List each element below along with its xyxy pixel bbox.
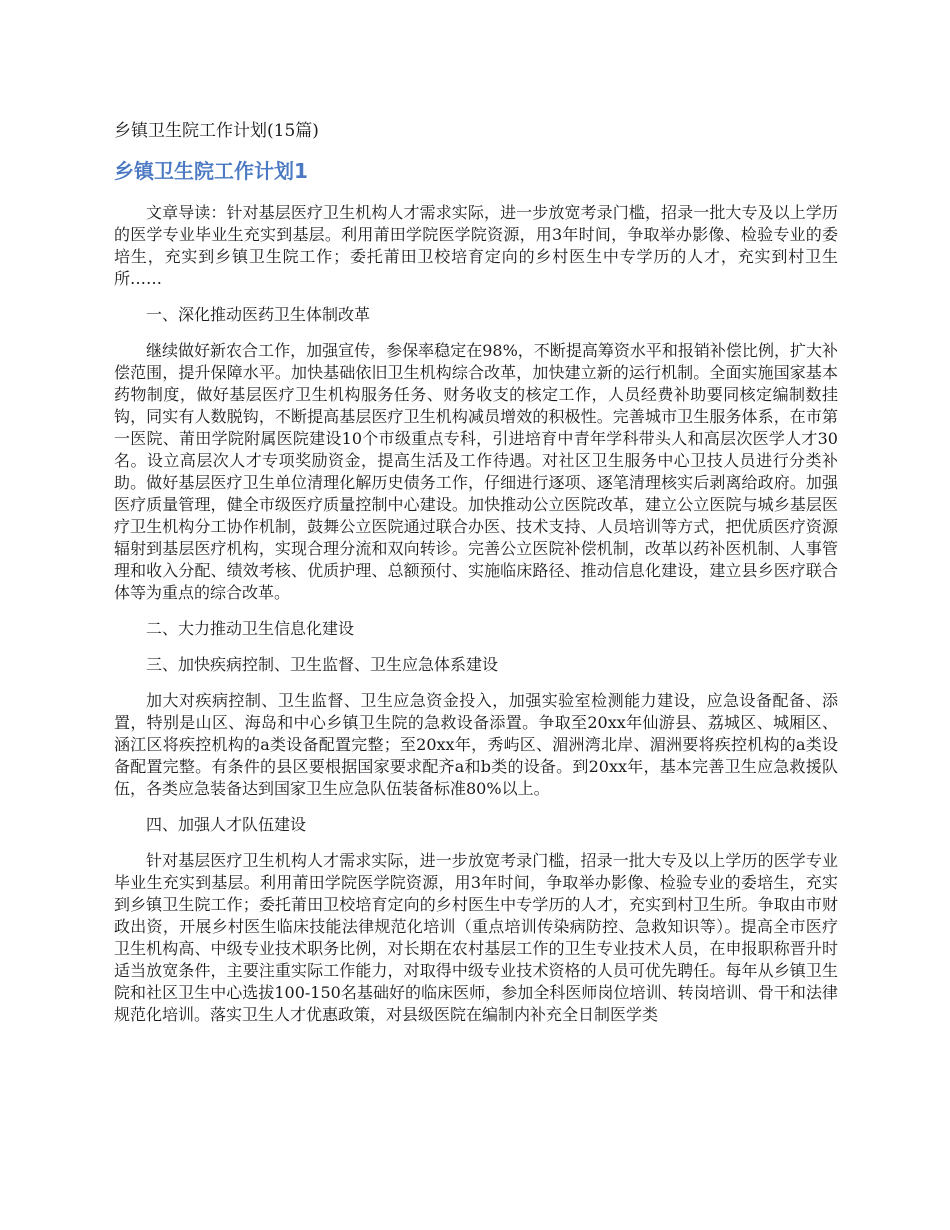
subheading-3: 三、加快疾病控制、卫生监督、卫生应急体系建设 [146, 655, 499, 674]
paragraph-3: 加大对疾病控制、卫生监督、卫生应急资金投入，加强实验室检测能力建设，应急设备配备、添置，特别是山区、海岛和中心乡镇卫生院的急救设备添置。争取至20xx年仙游县、荔城区、城厢区、涵江区将疾控机构的a类设备配置完整；至20xx年，秀屿区、湄洲湾北岸、湄洲要将疾控机构的a类设备配置完整。有条件的县区要根据国家要求配齐a和b类的设备。到20xx年，基本完善卫生应急救援队伍，各类应急装备达到国家卫生应急队伍装备标准80%以上。 [114, 691, 838, 798]
subheading-2: 二、大力推动卫生信息化建设 [146, 619, 355, 638]
document-page [114, 118, 838, 1040]
paragraph-1: 继续做好新农合工作，加强宣传，参保率稳定在98%，不断提高筹资水平和报销补偿比例，扩大补偿范围，提升保障水平。加快基础依旧卫生机构综合改革，加快建立新的运行机制。全面实施国家基本药物制度，做好基层医疗卫生机构服务任务、财务收支的核定工作，人员经费补助要同核定编制数挂钩，同实有人数脱钩，不断提高基层医疗卫生机构减员增效的积极性。完善城市卫生服务体系，在市第一医院、莆田学院附属医院建设10个市级重点专科，引进培育中青年学科带头人和高层次医学人才30名。设立高层次人才专项奖励资金，提高生活及工作待遇。对社区卫生服务中心卫技人员进行分类补助。做好基层医疗卫生单位清理化解历史债务工作，仔细进行逐项、逐笔清理核实后剥离给政府。加强医疗质量管理，健全市级医疗质量控制中心建设。加快推动公立医院改革，建立公立医院与城乡基层医疗卫生机构分工协作机制，鼓舞公立医院通过联合办医、技术支持、人员培训等方式，把优质医疗资源辐射到基层医疗机构，实现合理分流和双向转诊。完善公立医院补偿机制，改革以药补医机制、人事管理和收入分配、绩效考核、优质护理、总额预付、实施临床路径、推动信息化建设，建立县乡医疗联合体等为重点的综合改革。 [114, 341, 838, 602]
subheading-1: 一、深化推动医药卫生体制改革 [146, 305, 371, 324]
section-heading: 乡镇卫生院工作计划1 [114, 159, 308, 183]
document-title: 乡镇卫生院工作计划(15篇) [114, 121, 319, 141]
paragraph-4: 针对基层医疗卫生机构人才需求实际，进一步放宽考录门槛，招录一批大专及以上学历的医学专业毕业生充实到基层。利用莆田学院医学院资源，用3年时间，争取举办影像、检验专业的委培生，充实到乡镇卫生院工作；委托莆田卫校培育定向的乡村医生中专学历的人才，充实到村卫生所。争取由市财政出资，开展乡村医生临床技能法律规范化培训（重点培训传染病防控、急救知识等）。提高全市医疗卫生机构高、中级专业技术职务比例，对长期在农村基层工作的卫生专业技术人员，在申报职称晋升时适当放宽条件，主要注重实际工作能力，对取得中级专业技术资格的人员可优先聘任。每年从乡镇卫生院和社区卫生中心选拔100-150名基础好的临床医师，参加全科医师岗位培训、转岗培训、骨干和法律规范化培训。落实卫生人才优惠政策，对县级医院在编制内补充全日制医学类 [114, 851, 838, 1024]
subheading-4: 四、加强人才队伍建设 [146, 815, 307, 834]
intro-paragraph: 文章导读：针对基层医疗卫生机构人才需求实际，进一步放宽考录门槛，招录一批大专及以上学历的医学专业毕业生充实到基层。利用莆田学院医学院资源，用3年时间，争取举办影像、检验专业的委培生，充实到乡镇卫生院工作；委托莆田卫校培育定向的乡村医生中专学历的人才，充实到村卫生所…… [114, 203, 838, 288]
